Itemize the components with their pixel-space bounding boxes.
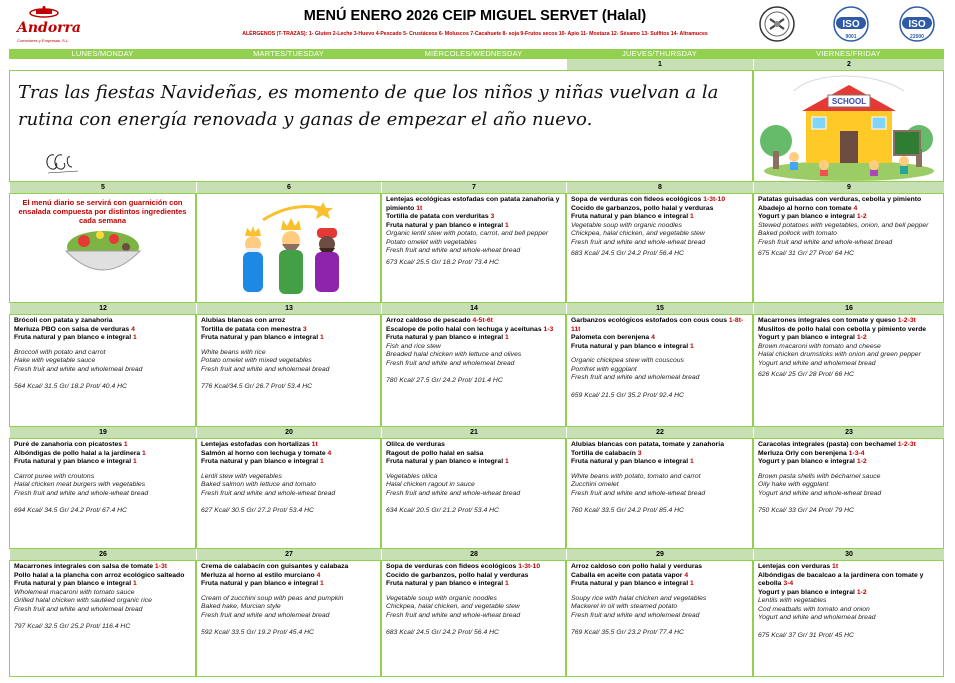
day-number: 21 [381, 427, 566, 438]
menu-cell-mon-12 [9, 314, 196, 427]
dish-english: Yogurt and white and wholemeal bread [758, 614, 876, 621]
dish-first: Alubias blancas con patata, tomate y zanahoria [571, 441, 724, 448]
dish-second: Salmón al horno con lechuga y tomate [201, 449, 328, 457]
dish-first: Arroz caldoso de pescado [386, 317, 473, 324]
dish-second: Muslitos de pollo halal con cebolla y pimiento verde [758, 325, 927, 333]
allergen-code: 1 [689, 213, 694, 220]
day-number: 16 [753, 303, 944, 314]
nutrition-info: 797 Kcal/ 32.5 Gr/ 25.2 Prot/ 116.4 HC [14, 623, 131, 630]
dish-second: Merluza PBO con salsa de verduras [14, 325, 132, 333]
menu-cell-fri-9 [753, 193, 944, 303]
dish-dessert: Fruta natural y pan blanco e integral [571, 342, 690, 350]
dish-english: Baked pollock with tomato [758, 230, 837, 237]
day-number-empty [9, 59, 566, 70]
day-number: 13 [196, 303, 381, 314]
dish-dessert: Fruta natural y pan blanco e integral [201, 334, 320, 341]
allergen-code: 1-2 [856, 334, 867, 341]
day-number: 30 [753, 549, 944, 560]
dish-dessert: Fruta natural y pan blanco e integral [571, 458, 690, 465]
menu-cell-thu-22 [566, 438, 753, 549]
allergen-code: 1 [132, 580, 137, 587]
menu-cell-tue-27 [196, 560, 381, 677]
menu-cell-tue-13 [196, 314, 381, 427]
allergen-code: 1 [132, 458, 137, 465]
allergen-code: 1-2-3t [897, 441, 916, 448]
dish-second: Cocido de garbanzos, pollo halal y verduras [571, 204, 714, 212]
dish-first: Alubias blancas con arroz [201, 317, 286, 324]
allergen-code: 1-3t-10 [703, 196, 726, 203]
allergen-code: 1t [832, 563, 839, 570]
nutrition-info: 683 Kcal/ 24.5 Gr/ 24.2 Prot/ 56.4 HC [571, 250, 684, 257]
salad-bowl-illustration [14, 225, 192, 285]
day-number: 20 [196, 427, 381, 438]
dish-english: Lentils with vegetables [758, 597, 827, 604]
allergen-code: 1 [504, 580, 509, 587]
dish-first: Sopa de verduras con fideos ecológicos [386, 563, 519, 570]
menu-cell-thu-8 [566, 193, 753, 303]
day-number: 1 [566, 59, 753, 70]
menu-cell-thu-29 [566, 560, 753, 677]
allergen-code: 4 [684, 571, 689, 579]
nutrition-info: 675 Kcal/ 31 Gr/ 27 Prot/ 64 HC [758, 250, 854, 257]
dish-dessert: Fruta natural y pan blanco e integral [386, 221, 505, 229]
dish-dessert: Fruta natural y pan blanco e integral [386, 458, 505, 465]
dish-first: Crema de calabacín con guisantes y calabaza [201, 563, 349, 570]
menu-cell-fri-16 [753, 314, 944, 427]
dish-dessert: Fruta natural y pan blanco e integral [386, 580, 505, 587]
dish-dessert: Fruta natural y pan blanco e integral [571, 580, 690, 587]
menu-cell-wed-21 [381, 438, 566, 549]
dish-english: Potato omelet with vegetables [386, 238, 477, 246]
dish-first: Lentejas estofadas con hortalizas [201, 441, 312, 448]
dish-first: Puré de zanahoria con picatostes [14, 441, 124, 448]
menu-cell-fri-30 [753, 560, 944, 677]
allergen-code: 1 [319, 334, 324, 341]
menu-cell-tue-6 [196, 193, 381, 303]
day-number: 5 [9, 182, 196, 193]
dish-second: Pollo halal a la plancha con arroz ecológico salteado [14, 571, 185, 579]
dish-first: Macarrones integrales con salsa de tomate [14, 563, 155, 570]
allergen-code: 1 [504, 458, 509, 465]
menu-cell-wed-7 [381, 193, 566, 303]
nutrition-info: 694 Kcal/ 34.5 Gr/ 24.2 Prot/ 67.4 HC [14, 507, 127, 514]
dish-english: Baked salmon with lettuce and tomato [201, 481, 316, 488]
nutrition-info: 750 Kcal/ 33 Gr/ 24 Prot/ 79 HC [758, 507, 854, 514]
allergen-code: 4 [853, 204, 858, 212]
day-number: 26 [9, 549, 196, 560]
dish-first: Sopa de verduras con fideos ecológicos [571, 196, 704, 203]
menu-cell-tue-20 [196, 438, 381, 549]
dish-second: Merluza Orly con berenjena [758, 449, 849, 457]
allergen-code: 1 [142, 449, 146, 457]
dish-dessert: Fruta natural y pan blanco e integral [14, 580, 133, 587]
allergen-code: 1t [416, 204, 423, 212]
dish-first: Olilca de verduras [386, 441, 445, 448]
allergen-code: 1-2-3t [897, 317, 916, 324]
allergen-code: 1t [311, 441, 318, 448]
day-number: 22 [566, 427, 753, 438]
dish-first: Patatas guisadas con verduras, cebolla y pimiento [758, 196, 922, 203]
allergen-code: 1 [504, 334, 509, 341]
day-header-tuesday: MARTES/TUESDAY [196, 49, 381, 59]
allergen-code: 1 [132, 334, 137, 341]
allergen-code: 4-5t-6t [472, 317, 493, 324]
dish-english: Fresh fruit and white and whole-wheat bread [386, 489, 521, 497]
welcome-message-box [9, 70, 753, 182]
page-title: MENÚ ENERO 2026 CEIP MIGUEL SERVET (Halal) [303, 8, 647, 24]
iso-9001-label: ISO [842, 19, 860, 30]
school-label: SCHOOL [831, 97, 867, 106]
allergens-legend: ALÉRGENOS (T-TRAZAS): 1- Gluten 2-Leche 3-Huevo 4-Pescado 5- Crustáceos 6- Moluscos 7-Cacahuete 8- soja 9-Frutos secos 10- Apio 11- Mostaza 12- Sésamo 13- Sulfitos 14- Altramuces [242, 31, 708, 37]
dish-english: Fresh fruit and white and whole-wheat bread [571, 238, 706, 246]
allergen-code: 4 [651, 334, 655, 341]
allergen-code: 1 [689, 580, 694, 587]
dish-english: Breaded halal chicken with lettuce and olives [386, 351, 522, 358]
dish-english: Vegetable soup with organic noodles [386, 594, 497, 602]
allergen-code: 1-3t-10 [518, 563, 541, 570]
dish-english: Carrot puree with croutons [14, 472, 95, 480]
dish-english: Pomfret with eggplant [571, 365, 637, 373]
dish-english: Fresh fruit and white and wholemeal bread [201, 611, 330, 619]
menu-cell-mon-26 [9, 560, 196, 677]
menu-calendar [9, 49, 944, 677]
dish-dessert: Yogurt y pan blanco e integral [758, 588, 857, 596]
dish-second: Ragout de pollo halal en salsa [386, 449, 484, 457]
dish-second: Abadejo al horno con tomate [758, 204, 854, 212]
day-number: 8 [566, 182, 753, 193]
iso-9001-badge-icon [832, 5, 870, 43]
dish-english: Fresh fruit and white and wholemeal bread [386, 359, 515, 367]
dish-english: Fresh fruit and white and whole-wheat bread [571, 489, 706, 497]
menu-cell-mon-19 [9, 438, 196, 549]
dish-dessert: Yogurt y pan blanco e integral [758, 213, 857, 220]
allergen-code: 1-2 [856, 213, 867, 220]
dish-english: Vegetable soup with organic noodles [571, 221, 682, 229]
nutrition-info: 659 Kcal/ 21.5 Gr/ 35.2 Prot/ 92.4 HC [571, 391, 684, 399]
allergen-code: 1-2 [856, 588, 867, 596]
dish-dessert: Fruta natural y pan blanco e integral [386, 334, 505, 341]
allergen-code: 1 [319, 580, 324, 587]
allergen-code: 3 [490, 213, 495, 220]
three-kings-illustration [201, 196, 377, 300]
day-number: 6 [196, 182, 381, 193]
nutrition-info: 592 Kcal/ 33.5 Gr/ 19.2 Prot/ 45.4 HC [201, 629, 314, 636]
dish-english: Fresh fruit and white and wholemeal bread [201, 365, 330, 373]
dish-second: Tortilla de patata con menestra [201, 325, 303, 333]
day-number: 15 [566, 303, 753, 314]
dish-first: Brócoli con patata y zanahoria [14, 317, 113, 324]
dish-english: Fresh fruit and white and whole-wheat bread [14, 489, 149, 497]
dish-english: Fresh fruit and white and whole-wheat bread [386, 247, 521, 254]
dish-english: Halal chicken ragout in sauce [386, 481, 475, 488]
allergen-code: 1 [319, 458, 324, 465]
allergen-code: 1-2 [856, 458, 867, 465]
dish-english: Fresh fruit and white and whole-wheat bread [201, 489, 336, 497]
dish-english: Halal chicken drumsticks with onion and green pepper [758, 351, 921, 358]
nutrition-info: 760 Kcal/ 33.5 Gr/ 24.2 Prot/ 85.4 HC [571, 507, 684, 514]
dish-english: Oily hake with eggplant [758, 481, 829, 488]
nutrition-info: 675 Kcal/ 37 Gr/ 31 Prot/ 45 HC [758, 631, 854, 639]
nutrition-info: 776 Kcal/34.5 Gr/ 26.7 Prot/ 53.4 HC [201, 383, 313, 390]
nutrition-info: 780 Kcal/ 27.5 Gr/ 24.2 Prot/ 101.4 HC [386, 377, 503, 384]
allergen-code: 3-4 [783, 580, 794, 587]
day-number: 27 [196, 549, 381, 560]
dish-english: Fish and rice stew [386, 342, 441, 350]
allergen-code: 1 [689, 458, 694, 465]
dish-second: Tortilla de calabacín [571, 449, 638, 457]
dish-english: Halal chicken meat burgers with vegetables [14, 481, 146, 488]
nutrition-info: 634 Kcal/ 20.5 Gr/ 21.2 Prot/ 53.4 HC [386, 507, 499, 514]
nutrition-info: 673 Kcal/ 25.5 Gr/ 18.2 Prot/ 73.4 HC [386, 258, 499, 266]
allergen-code: 1-3t [154, 563, 167, 570]
dish-first: Macarrones integrales con tomate y queso [758, 317, 898, 324]
iso-22000-badge-icon [898, 5, 936, 43]
allergen-code: 1 [123, 441, 128, 448]
dish-second: Albóndigas de bacalcao a la jardinera con tomate y cebolla [758, 571, 924, 587]
allergen-code: 3 [637, 449, 642, 457]
day-number: 2 [753, 59, 944, 70]
allergen-code: 1-8t-11t [571, 317, 744, 333]
dish-english: White beans with potato, tomato and carrot [571, 472, 701, 480]
dish-english: Lentil stew with vegetables [201, 472, 282, 480]
dish-english: Wholemeal macaroni with tomato sauce [14, 588, 135, 596]
day-number: 28 [381, 549, 566, 560]
dish-first: Garbanzos ecológicos estofados con cous cous [571, 317, 729, 324]
page-header [0, 0, 955, 48]
dish-english: Fresh fruit and white and whole-wheat bread [758, 238, 893, 246]
iso-9001-number: 9001 [845, 34, 857, 40]
nutrition-info: 769 Kcal/ 35.5 Gr/ 23.2 Prot/ 77.4 HC [571, 629, 684, 636]
day-number: 7 [381, 182, 566, 193]
dish-english: Zucchini omelet [571, 481, 619, 488]
dish-english: Vegetables olilca [386, 472, 438, 480]
nutrition-info: 627 Kcal/ 30.5 Gr/ 27.2 Prot/ 53.4 HC [201, 507, 314, 514]
day-number: 9 [753, 182, 944, 193]
allergen-code: 1-3 [543, 325, 554, 333]
dish-english: Mackerel in oil with steamed potato [571, 603, 678, 610]
dish-dessert: Yogurt y pan blanco e integral [758, 334, 857, 341]
day-number: 29 [566, 549, 753, 560]
logo-subtitle: Comedores y Empresas, S.L. [17, 38, 70, 43]
dish-first: Arroz caldoso con pollo halal y verduras [571, 563, 703, 570]
dish-english: Broccoli with potato and carrot [14, 348, 106, 356]
menu-cell-wed-28 [381, 560, 566, 677]
dish-first: Caracolas integrales (pasta) con bechamel [758, 441, 898, 448]
allergen-code: 1 [504, 221, 509, 229]
dish-english: Yogurt and white and whole-wheat bread [758, 489, 882, 497]
dish-english: Stewed potatoes with vegetables, onion, and bell pepper [758, 221, 929, 229]
school-seal-icon [758, 5, 796, 43]
allergen-code: 1 [689, 342, 694, 350]
day-header-monday: LUNES/MONDAY [9, 49, 196, 59]
dish-english: Hake with vegetable sauce [14, 357, 96, 364]
dish-dessert: Fruta natural y pan blanco e integral [201, 580, 320, 587]
nutritionist-signature [18, 149, 128, 185]
dish-english: Chickpea, halal chicken, and vegetable stew [571, 230, 705, 237]
dish-second: Tortilla de patata con verduritas [386, 213, 491, 220]
dish-english: Cod meatballs with tomato and onion [758, 605, 870, 613]
dish-english: Grilled halal chicken with sautéed organic rice [14, 597, 152, 604]
dish-dessert: Fruta natural y pan blanco e integral [14, 334, 133, 341]
dish-dessert: Fruta natural y pan blanco e integral [14, 458, 133, 465]
allergen-code: 4 [327, 449, 332, 457]
dish-dessert: Fruta natural y pan blanco e integral [571, 213, 690, 220]
allergen-code: 4 [316, 571, 321, 579]
menu-cell-thu-15 [566, 314, 753, 427]
salad-note: El menú diario se servirá con guarnición con ensalada compuesta por distintos ingredientes cada semana [18, 198, 187, 225]
dish-english: Brown pasta shells with béchamel sauce [758, 472, 881, 480]
welcome-message: Tras las fiestas Navideñas, es momento de que los niños y niñas vuelvan a la rutina con energía renovada y ganas de empezar el año nuevo. [18, 82, 719, 130]
menu-cell-mon-5 [9, 193, 196, 303]
day-number: 23 [753, 427, 944, 438]
allergen-code: 3 [302, 325, 307, 333]
dish-english: Organic lentil stew with potato, carrot, and bell pepper [386, 230, 549, 237]
iso-22000-number: 22000 [910, 34, 924, 40]
dish-english: Fresh fruit and white and wholemeal bread [571, 374, 700, 381]
dish-english: Yogurt and white and wholemeal bread [758, 359, 876, 367]
day-number: 14 [381, 303, 566, 314]
menu-cell-wed-14 [381, 314, 566, 427]
school-illustration [754, 71, 943, 181]
day-header-thursday: JUEVES/THURSDAY [566, 49, 753, 59]
day-header-wednesday: MIÉRCOLES/WEDNESDAY [381, 49, 566, 59]
dish-second: Caballa en aceite con patata vapor [571, 571, 685, 579]
dish-dessert: Fruta natural y pan blanco e integral [201, 458, 320, 465]
dish-english: White beans with rice [201, 348, 266, 356]
menu-cell-fri-23 [753, 438, 944, 549]
dish-english: Baked hake, Murcian style [201, 603, 281, 610]
dish-english: Cream of zucchini soup with peas and pumpkin [201, 594, 344, 602]
dish-english: Fresh fruit and white and whole-wheat bread [386, 611, 521, 619]
dish-english: Potato omelet with mixed vegetables [201, 357, 312, 364]
logo-text: Andorra [17, 20, 81, 36]
school-illustration-box [753, 70, 944, 182]
dish-english: Fresh fruit and white and wholemeal bread [14, 365, 143, 373]
nutrition-info: 683 Kcal/ 24.5 Gr/ 24.2 Prot/ 56.4 HC [386, 629, 499, 636]
dish-second: Cocido de garbanzos, pollo halal y verduras [386, 571, 529, 579]
iso-22000-label: ISO [908, 19, 926, 30]
dish-english: Fresh fruit and white and wholemeal bread [14, 605, 143, 613]
dish-english: Organic chickpea stew with couscous [571, 357, 684, 364]
dish-first: Lentejas con verduras [758, 563, 833, 570]
dish-english: Soupy rice with halal chicken and vegetables [571, 594, 707, 602]
dish-second: Palometa con berenjena [571, 334, 652, 341]
dish-english: Chickpea, halal chicken, and vegetable stew [386, 603, 520, 610]
dish-second: Escalope de pollo halal con lechuga y aceitunas [386, 325, 544, 333]
day-header-friday: VIERNES/FRIDAY [753, 49, 944, 59]
nutrition-info: 626 Kcal/ 25 Gr/ 28 Prot/ 66 HC [758, 371, 854, 378]
andorra-logo [14, 4, 94, 46]
dish-first: Lentejas ecológicas estofadas con patata zanahoria y pimiento [386, 196, 560, 212]
day-number: 19 [9, 427, 196, 438]
dish-second: Merluza al horno al estilo murciano [201, 571, 317, 579]
dish-dessert: Yogurt y pan blanco e integral [758, 458, 857, 465]
dish-english: Brown macaroni with tomato and cheese [758, 342, 881, 350]
nutrition-info: 564 Kcal/ 31.5 Gr/ 18.2 Prot/ 40.4 HC [14, 383, 127, 390]
dish-english: Fresh fruit and white and wholemeal bread [571, 611, 700, 619]
allergen-code: 1-3-4 [848, 449, 865, 457]
dish-second: Albóndigas de pollo halal a la jardinera [14, 449, 143, 457]
day-number: 12 [9, 303, 196, 314]
allergen-code: 4 [131, 325, 135, 333]
